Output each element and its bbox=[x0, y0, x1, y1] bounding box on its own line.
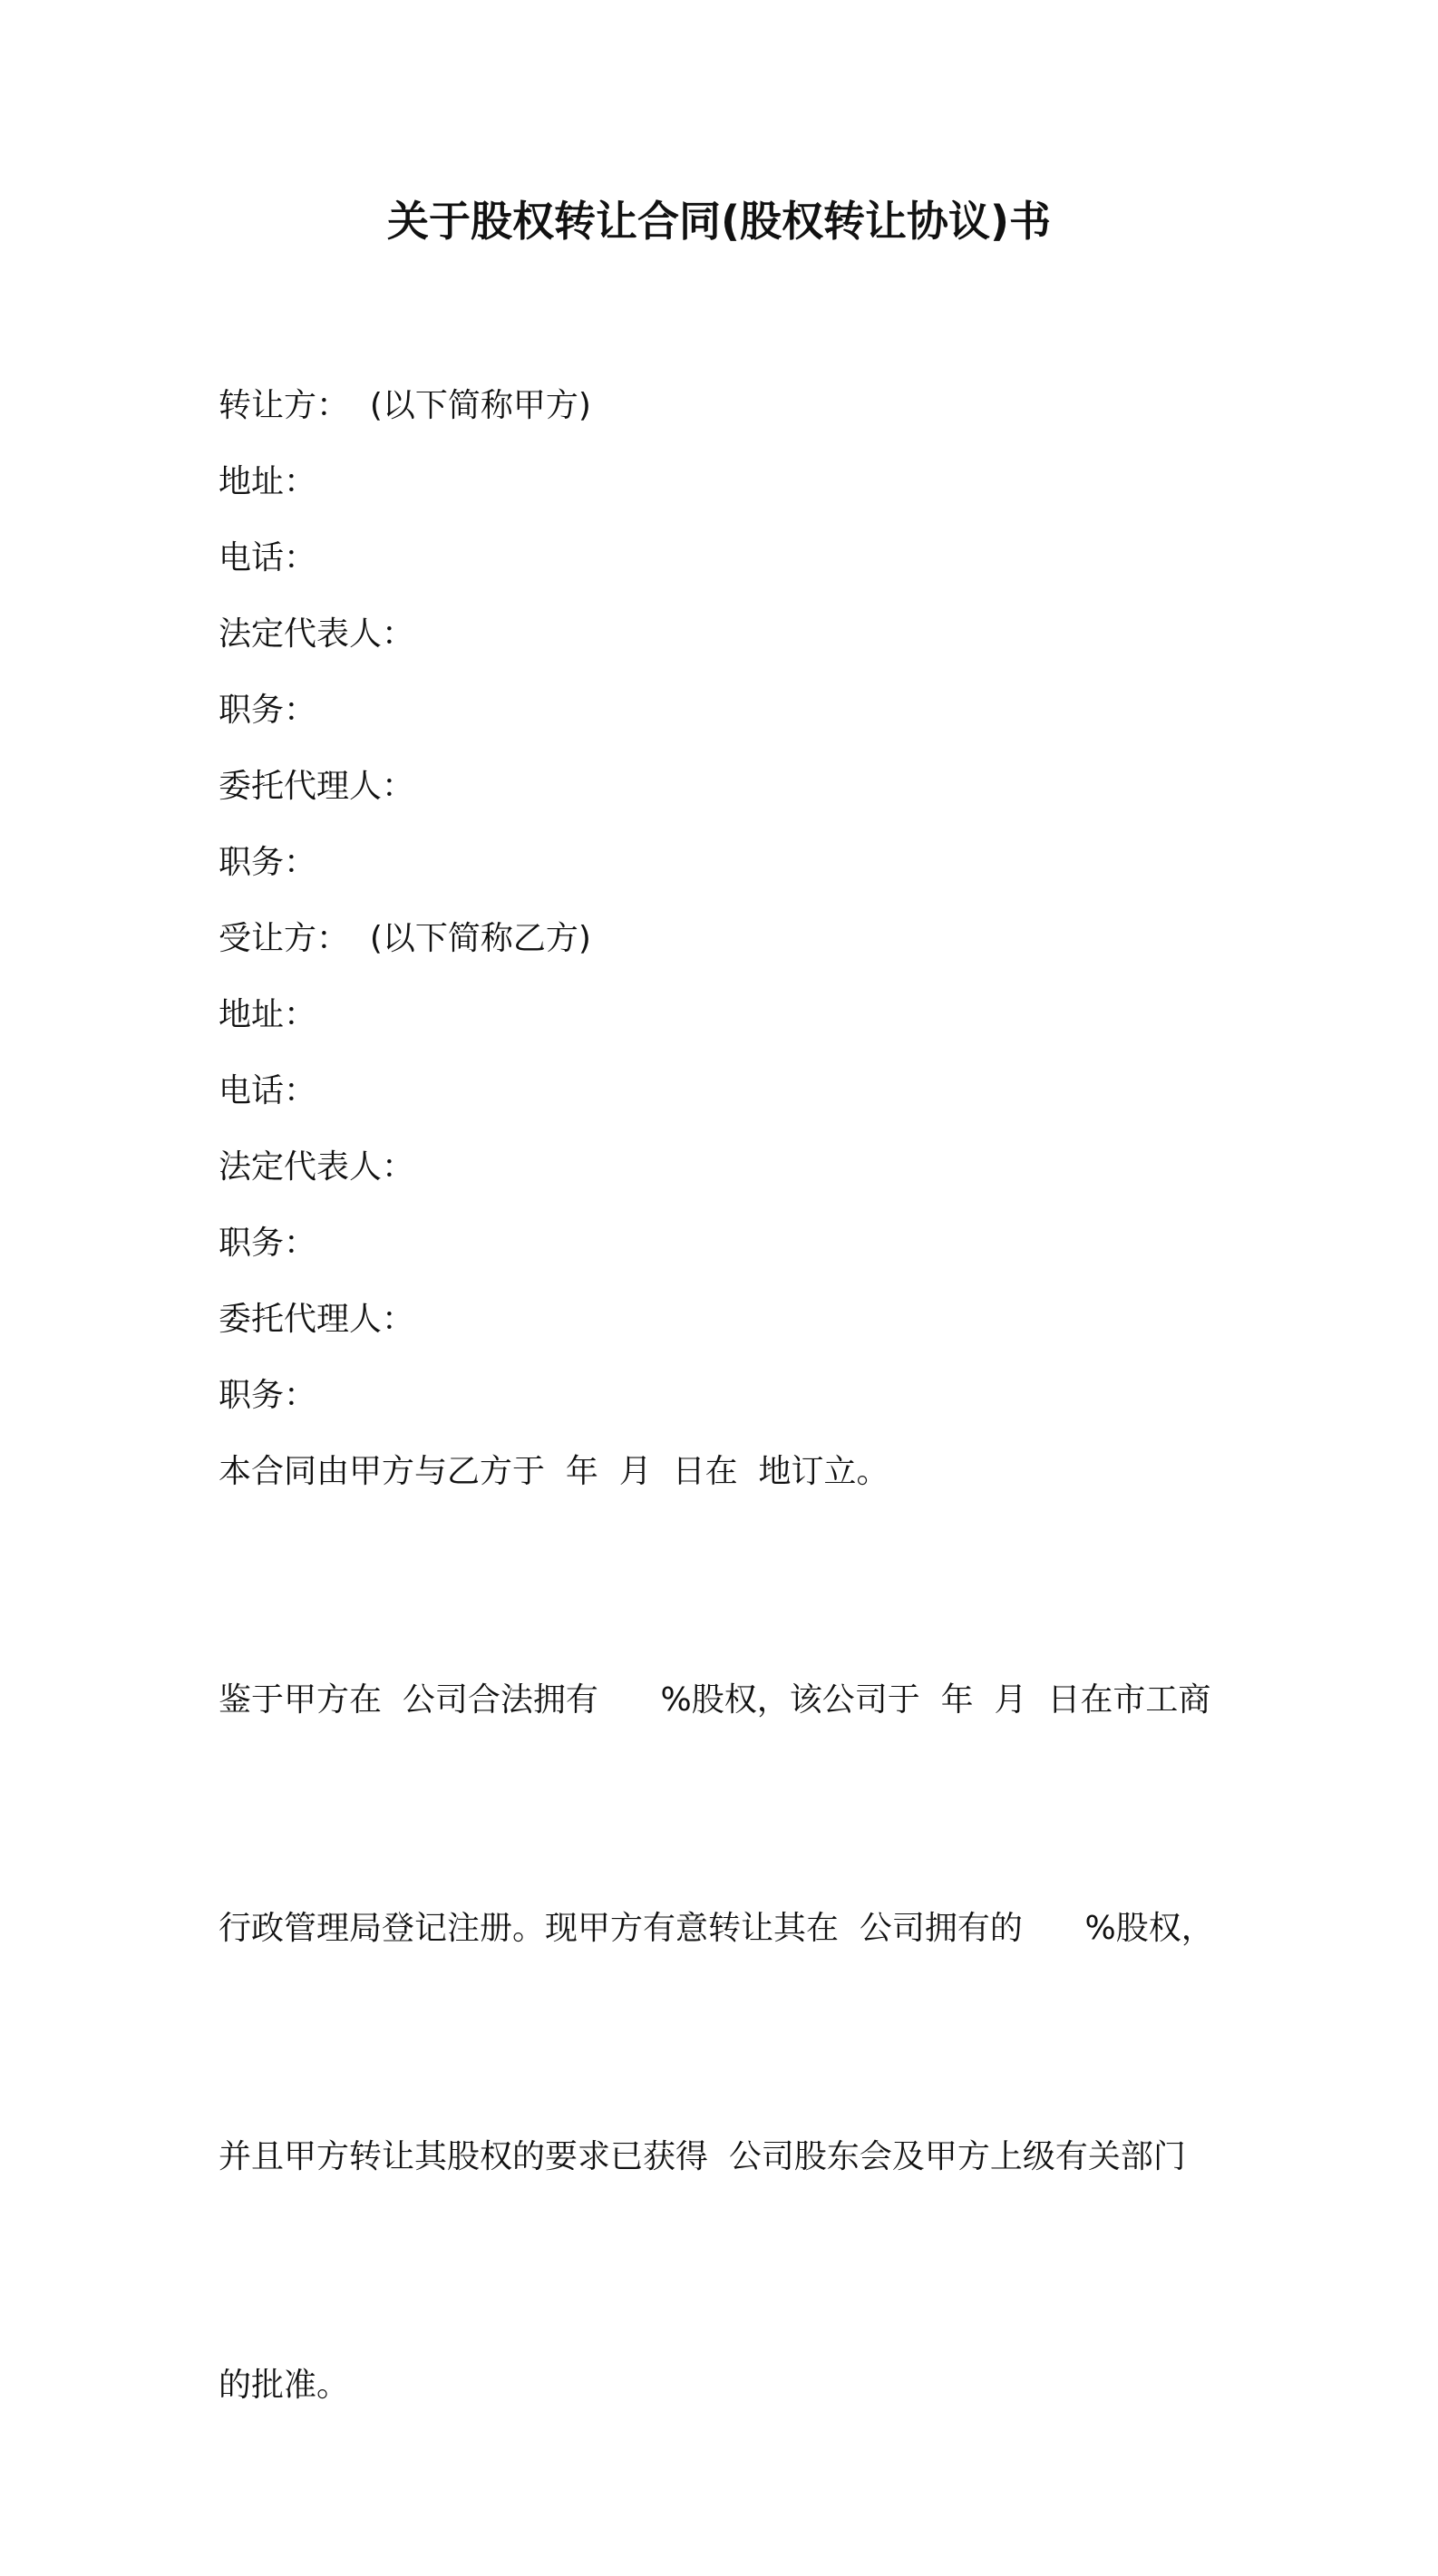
recital-line: 鉴于甲方在 公司合法拥有 %股权，该公司于 年 月 日在市工商 bbox=[219, 1681, 1211, 1719]
document-title: 关于股权转让合同(股权转让协议)书 bbox=[386, 197, 1052, 246]
field-transferee-legal-rep-title: 职务： bbox=[219, 1225, 317, 1262]
field-transferor-agent: 委托代理人： bbox=[219, 768, 415, 805]
field-transferor-agent-title: 职务： bbox=[219, 844, 317, 881]
recital-line: 行政管理局登记注册。现甲方有意转让其在 公司拥有的 %股权， bbox=[219, 1910, 1214, 1947]
field-transferor-legal-rep-title: 职务： bbox=[219, 692, 317, 729]
field-transferee-address: 地址： bbox=[219, 996, 317, 1033]
recital-line: 的批准。 bbox=[219, 2367, 350, 2404]
field-transferee-phone: 电话： bbox=[219, 1072, 317, 1109]
field-transferee-agent-title: 职务： bbox=[219, 1377, 317, 1414]
contract-statement: 本合同由甲方与乙方于 年 月 日在 地订立。 bbox=[219, 1453, 889, 1490]
field-transferor-phone: 电话： bbox=[219, 539, 317, 576]
field-transferee: 受让方： (以下简称乙方) bbox=[219, 920, 591, 957]
document-body bbox=[219, 368, 1234, 2576]
recital-paragraph bbox=[219, 1510, 1234, 2576]
field-transferor-legal-rep: 法定代表人： bbox=[219, 615, 415, 653]
field-transferor-address: 地址： bbox=[219, 463, 317, 500]
recital-line: 并且甲方转让其股权的要求已获得 公司股东会及甲方上级有关部门 bbox=[219, 2138, 1186, 2175]
field-transferor: 转让方： (以下简称甲方) bbox=[219, 387, 591, 424]
field-transferee-legal-rep: 法定代表人： bbox=[219, 1148, 415, 1186]
field-transferee-agent: 委托代理人： bbox=[219, 1301, 415, 1338]
